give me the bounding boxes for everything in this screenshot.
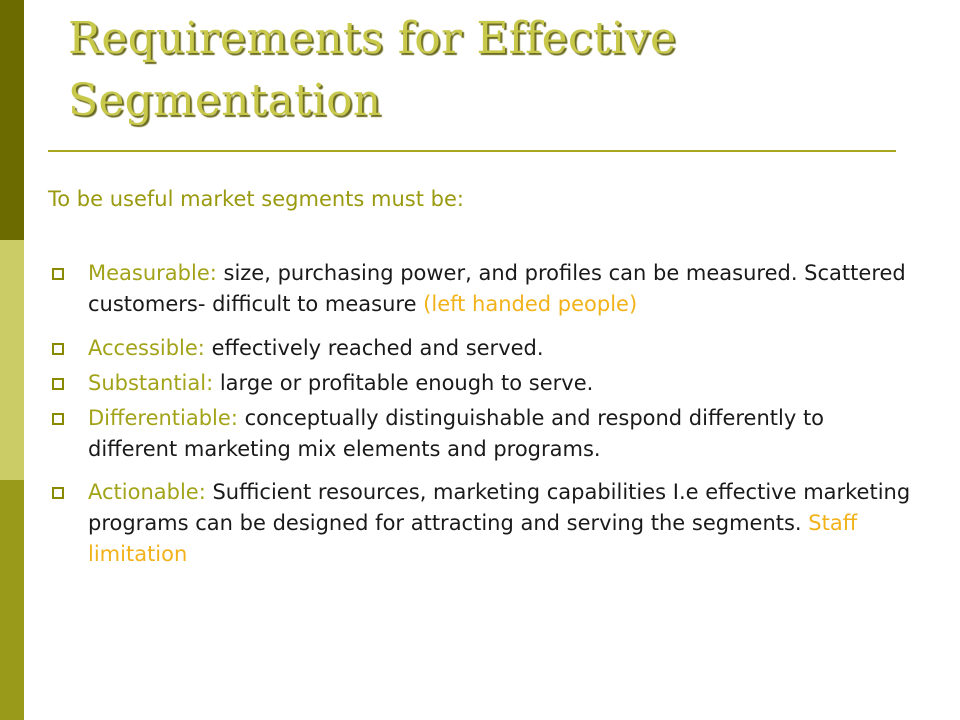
item-term: Accessible: bbox=[88, 336, 205, 360]
square-bullet-icon bbox=[52, 487, 64, 499]
list-item-actionable bbox=[48, 477, 918, 570]
sidebar-band-light bbox=[0, 240, 24, 480]
square-bullet-icon bbox=[52, 378, 64, 390]
item-text: large or profitable enough to serve. bbox=[213, 371, 594, 395]
item-accent: (left handed people) bbox=[423, 292, 638, 316]
list-item-differentiable bbox=[48, 403, 918, 465]
square-bullet-icon bbox=[52, 343, 64, 355]
decorative-sidebar bbox=[0, 0, 24, 720]
square-bullet-icon bbox=[52, 413, 64, 425]
slide-title-line-1: Requirements for Effective bbox=[68, 13, 677, 64]
item-text: size, purchasing power, and profiles can be measured. Scattered customers- difficult to measure bbox=[88, 261, 906, 316]
item-term: Differentiable: bbox=[88, 406, 238, 430]
slide-title bbox=[68, 8, 868, 132]
intro-text: To be useful market segments must be: bbox=[48, 187, 464, 211]
item-term: Substantial: bbox=[88, 371, 214, 395]
sidebar-band-mid bbox=[0, 480, 24, 720]
list-item-substantial bbox=[48, 368, 918, 399]
list-item-measurable bbox=[48, 258, 918, 320]
item-term: Measurable: bbox=[88, 261, 217, 285]
sidebar-band-dark bbox=[0, 0, 24, 240]
title-divider bbox=[48, 150, 896, 152]
item-text: effectively reached and served. bbox=[204, 336, 544, 360]
slide-title-line-2: Segmentation bbox=[68, 75, 382, 126]
square-bullet-icon bbox=[52, 268, 64, 280]
item-accent: Staff limitation bbox=[88, 511, 858, 566]
item-text: Sufficient resources, marketing capabilities I.e effective marketing programs can be designed for attracting and serving the segments. bbox=[88, 480, 911, 535]
requirements-list bbox=[48, 258, 918, 570]
list-item-accessible bbox=[48, 333, 918, 364]
item-term: Actionable: bbox=[88, 480, 206, 504]
item-text: conceptually distinguishable and respond differently to different marketing mix elements and programs. bbox=[88, 406, 825, 461]
